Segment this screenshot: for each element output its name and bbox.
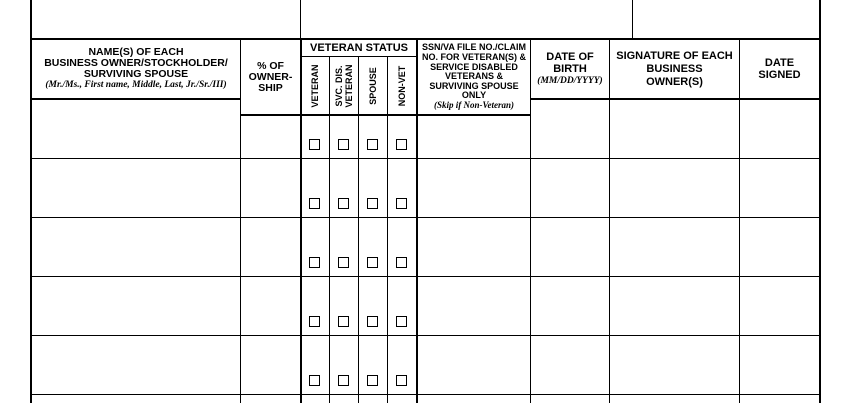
header-signature-line3: OWNER(S) — [646, 75, 703, 88]
header-ownership-line1: % OF — [257, 59, 284, 72]
header-names — [32, 40, 240, 98]
header-date-signed-line2: SIGNED — [758, 69, 801, 81]
ssn-cell-1[interactable] — [418, 116, 530, 158]
date-signed-cell-1[interactable] — [740, 100, 819, 158]
header-dob-line1: DATE OF — [546, 51, 594, 63]
header-veteran-label: VETERAN — [310, 64, 320, 108]
spouse-checkbox-2[interactable] — [367, 198, 378, 209]
header-veteran-status-title: VETERAN STATUS — [310, 41, 408, 54]
dob-cell-3[interactable] — [531, 218, 609, 276]
header-svc-dis-line2: VETERAN — [344, 64, 354, 108]
non-vet-checkbox-1[interactable] — [396, 139, 407, 150]
header-ssn-line6: ONLY — [461, 90, 487, 101]
owner-name-cell-1[interactable] — [32, 100, 240, 158]
header-dob-hint: (MM/DD/YYYY) — [537, 76, 603, 86]
signature-cell-3[interactable] — [610, 218, 739, 276]
ownership-cell-1[interactable] — [241, 116, 300, 158]
dob-cell-5[interactable] — [531, 336, 609, 394]
spouse-checkbox-5[interactable] — [367, 375, 378, 386]
non-vet-checkbox-3[interactable] — [396, 257, 407, 268]
header-spouse-label: SPOUSE — [368, 67, 378, 105]
owner-name-cell-3[interactable] — [32, 218, 240, 276]
col-divider-spouse — [387, 56, 388, 403]
col-divider-svc — [358, 56, 359, 403]
owner-name-cell-4[interactable] — [32, 277, 240, 335]
header-veteran-status — [302, 40, 416, 56]
non-vet-checkbox-4[interactable] — [396, 316, 407, 327]
table-right-border — [819, 0, 821, 403]
header-spouse — [368, 67, 378, 105]
header-ssn-line4: VETERANS & — [444, 71, 503, 82]
header-dob-line2: BIRTH — [553, 63, 587, 75]
signature-cell-1[interactable] — [610, 100, 739, 158]
header-dob — [531, 40, 609, 98]
signature-cell-2[interactable] — [610, 159, 739, 217]
non-vet-checkbox-5[interactable] — [396, 375, 407, 386]
ssn-cell-5[interactable] — [418, 336, 530, 394]
col-divider-status — [300, 39, 302, 403]
header-ssn-line2: NO. FOR VETERAN(S) & — [421, 52, 526, 63]
header-svc-dis-veteran — [334, 64, 354, 107]
header-names-line1: NAME(S) OF EACH — [88, 46, 184, 58]
header-names-line3: SURVIVING SPOUSE — [83, 68, 189, 80]
svc-dis-veteran-checkbox-1[interactable] — [338, 139, 349, 150]
signature-cell-5[interactable] — [610, 336, 739, 394]
dob-cell-1[interactable] — [531, 100, 609, 158]
dob-cell-2[interactable] — [531, 159, 609, 217]
header-date-signed — [740, 40, 819, 98]
header-ssn-line1: SSN/VA FILE NO./CLAIM — [421, 42, 526, 53]
header-svc-dis-line1: SVC. DIS. — [334, 65, 344, 107]
header-veteran — [310, 64, 320, 107]
spouse-checkbox-4[interactable] — [367, 316, 378, 327]
header-non-vet-label: NON-VET — [397, 65, 407, 107]
signature-cell-4[interactable] — [610, 277, 739, 335]
ssn-cell-4[interactable] — [418, 277, 530, 335]
header-date-signed-line1: DATE — [764, 57, 795, 69]
dob-cell-4[interactable] — [531, 277, 609, 335]
owner-name-cell-2[interactable] — [32, 159, 240, 217]
ssn-cell-3[interactable] — [418, 218, 530, 276]
top-divider — [300, 0, 301, 39]
top-divider-right — [632, 0, 633, 39]
veteran-checkbox-5[interactable] — [309, 375, 320, 386]
svc-dis-veteran-checkbox-4[interactable] — [338, 316, 349, 327]
header-signature — [610, 40, 739, 98]
date-signed-cell-5[interactable] — [740, 336, 819, 394]
svc-dis-veteran-checkbox-5[interactable] — [338, 375, 349, 386]
ownership-cell-3[interactable] — [241, 218, 300, 276]
ssn-cell-2[interactable] — [418, 159, 530, 217]
spouse-checkbox-1[interactable] — [367, 139, 378, 150]
header-names-hint: (Mr./Ms., First name, Middle, Last, Jr./Sr./III) — [45, 80, 227, 90]
spouse-checkbox-3[interactable] — [367, 257, 378, 268]
date-signed-cell-3[interactable] — [740, 218, 819, 276]
header-ssn — [418, 40, 530, 114]
non-vet-checkbox-2[interactable] — [396, 198, 407, 209]
veteran-checkbox-2[interactable] — [309, 198, 320, 209]
header-ownership — [241, 40, 300, 114]
header-ownership-line2: OWNER- — [248, 70, 293, 83]
header-signature-line1: SIGNATURE OF EACH — [616, 49, 733, 62]
header-ownership-line3: SHIP — [258, 81, 283, 94]
veteran-checkbox-3[interactable] — [309, 257, 320, 268]
header-non-vet — [397, 66, 407, 107]
svc-dis-veteran-checkbox-2[interactable] — [338, 198, 349, 209]
row-divider — [30, 394, 821, 395]
ownership-cell-4[interactable] — [241, 277, 300, 335]
owner-name-cell-5[interactable] — [32, 336, 240, 394]
date-signed-cell-4[interactable] — [740, 277, 819, 335]
ownership-cell-2[interactable] — [241, 159, 300, 217]
svc-dis-veteran-checkbox-3[interactable] — [338, 257, 349, 268]
header-ssn-line3: SERVICE DISABLED — [430, 61, 518, 72]
col-divider-veteran — [329, 56, 330, 403]
date-signed-cell-2[interactable] — [740, 159, 819, 217]
ownership-cell-5[interactable] — [241, 336, 300, 394]
veteran-checkbox-4[interactable] — [309, 316, 320, 327]
header-signature-line2: BUSINESS — [646, 62, 703, 75]
veteran-checkbox-1[interactable] — [309, 139, 320, 150]
header-names-line2: BUSINESS OWNER/STOCKHOLDER/ — [44, 57, 228, 69]
header-ssn-line5: SURVIVING SPOUSE — [429, 80, 519, 91]
header-ssn-hint: (Skip if Non-Veteran) — [433, 99, 514, 110]
